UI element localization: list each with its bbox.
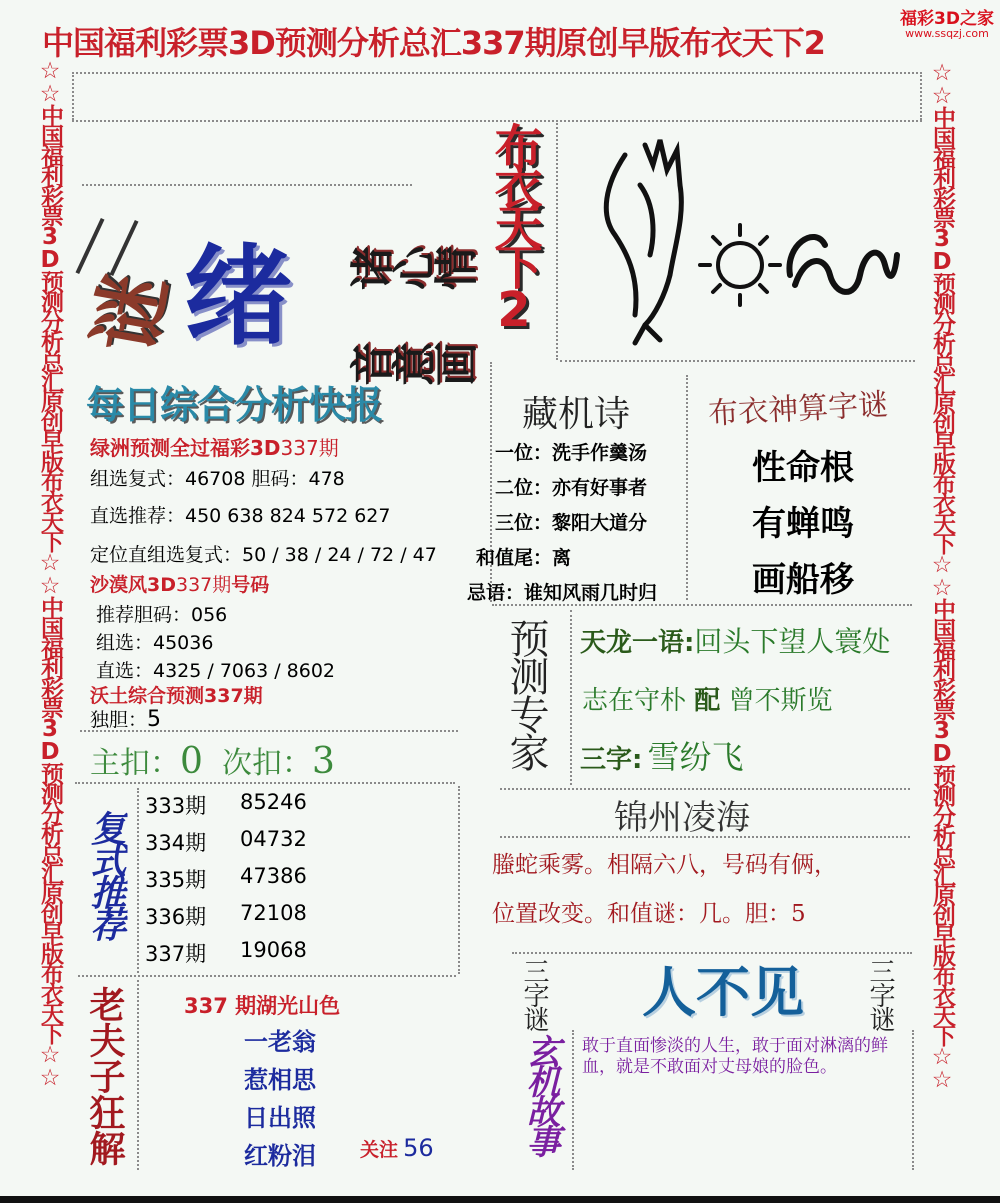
direct-pick: 直选：4325 / 7063 / 8602 (96, 660, 336, 682)
history-table (145, 790, 307, 975)
laofuzi-follow: 关注 56 (360, 1134, 434, 1162)
recommend-dan: 推荐胆码：056 (96, 604, 228, 626)
table-row: 336期 72108 (145, 901, 307, 929)
poem-list (466, 438, 657, 613)
expert-desc-1: 螣蛇乘雾。相隔六八，号码有俩， (492, 852, 837, 878)
list-item: 三位： 黎阳大道分 (494, 512, 648, 534)
god-riddle-title: 布衣神算字谜 (707, 387, 889, 432)
riddle-line: 性命根 (752, 448, 854, 488)
god-riddle-lines (752, 440, 854, 608)
sun-drawing (700, 225, 780, 305)
section-title-shamo: 沙漠风3D337期号码 (90, 574, 270, 596)
page-title: 中国福利彩票3D预测分析总汇337期原创早版布衣天下2 (42, 24, 825, 62)
expert-line-1: 天龙一语:回头下望人寰处 (580, 625, 891, 658)
laofuzi-label: 老夫子狂解 (84, 986, 125, 1166)
divider (458, 786, 460, 974)
site-url: www.ssqzj.com (905, 27, 989, 40)
group-pick: 组选：45036 (96, 632, 214, 654)
expert-desc-2: 位置改变。和值谜：几。胆：5 (492, 901, 806, 927)
sole-dan: 独胆：5 (90, 707, 162, 732)
expert-author: 锦州凌海 (614, 798, 750, 838)
divider (78, 975, 456, 977)
site-name: 福彩3D之家 (900, 9, 994, 29)
riddle-hint-2: 音意画 (349, 343, 475, 394)
list-item: 一位： 洗手作羹汤 (494, 442, 648, 464)
group-combo: 组选复式：46708 胆码：478 (90, 468, 345, 490)
divider (75, 782, 455, 784)
brand-title: 布衣天下2 (486, 122, 542, 330)
bottom-rule (0, 1196, 1000, 1203)
right-border-text: ☆☆中国福利彩票3D预测分析总汇原创早版布衣天下☆☆中国福利彩票3D预测分析总汇原创早版布衣天下☆☆ (929, 60, 955, 1090)
list-item: 二位： 亦有好事者 (494, 477, 648, 499)
poem-title: 藏机诗 (522, 394, 631, 435)
expert-line-3: 三字: 雪纷飞 (580, 738, 744, 776)
left-border-text: ☆☆中国福利彩票3D预测分析总汇原创早版布衣天下☆☆中国福利彩票3D预测分析总汇原创早版布衣天下☆☆ (37, 58, 63, 1088)
three-char-answer: 人不见 (642, 961, 804, 1024)
table-row: 337期 19068 (145, 938, 307, 966)
divider (137, 980, 139, 1170)
laofuzi-line: 红粉泪 (244, 1142, 316, 1170)
table-row: 335期 47386 (145, 864, 307, 892)
divider (72, 72, 74, 120)
list-item: 忌语： 谁知风雨几时归 (466, 582, 658, 604)
laofuzi-line: 日出照 (244, 1104, 316, 1132)
divider (137, 788, 139, 973)
riddle-hint-1: 诸心情 (349, 247, 475, 298)
section-title-wotu: 沃土综合预测337期 (90, 685, 263, 707)
divider (82, 184, 412, 186)
divider (570, 610, 572, 785)
story-label: 玄机故事 (520, 1034, 560, 1154)
riddle-label-mi: 谜 (86, 216, 166, 356)
list-item: 和值尾： 离 (475, 547, 572, 569)
table-row: 334期 04732 (145, 827, 307, 855)
expert-label: 预测专家 (503, 618, 549, 770)
divider (686, 375, 688, 600)
table-row: 333期 85246 (145, 790, 307, 818)
laofuzi-title: 337 期湖光山色 (184, 994, 341, 1018)
laofuzi-line: 惹相思 (244, 1066, 316, 1094)
divider (72, 72, 922, 74)
laofuzi-lines (244, 1022, 316, 1174)
laofuzi-line: 一老翁 (244, 1028, 316, 1056)
riddle-big-char: 绪 (184, 235, 293, 360)
daily-report-title: 每日综合分析快报 (86, 383, 383, 427)
riddle-line: 画船移 (752, 560, 854, 600)
main-second-kill: 主扣：0 次扣：3 (90, 741, 335, 782)
divider (572, 1030, 574, 1170)
riddle-line: 有蝉鸣 (752, 504, 854, 544)
three-char-label-right: 三字谜 (865, 958, 895, 1030)
expert-line-2: 志在守朴 配 曾不斯览 (582, 686, 833, 716)
divider (556, 120, 558, 360)
site-logo[interactable] (900, 4, 994, 40)
riddle-picture (585, 125, 905, 355)
divider (912, 1030, 914, 1170)
history-label: 复式推荐 (85, 810, 126, 938)
direct-recommend: 直选推荐：450 638 824 572 627 (90, 505, 391, 527)
story-text: 敢于直面惨淡的人生，敢于面对淋漓的鲜血，就是不敢面对丈母娘的脸色。 (582, 1036, 888, 1077)
three-char-label-left: 三字谜 (519, 958, 549, 1030)
bird-drawing (606, 140, 681, 343)
snake-drawing (789, 237, 897, 292)
divider (560, 360, 915, 362)
section-title-lvzhou: 绿洲预测全过福彩3D337期 (90, 436, 339, 460)
divider (920, 72, 922, 120)
position-combo: 定位直组选复式：50 / 38 / 24 / 72 / 47 (90, 544, 437, 566)
